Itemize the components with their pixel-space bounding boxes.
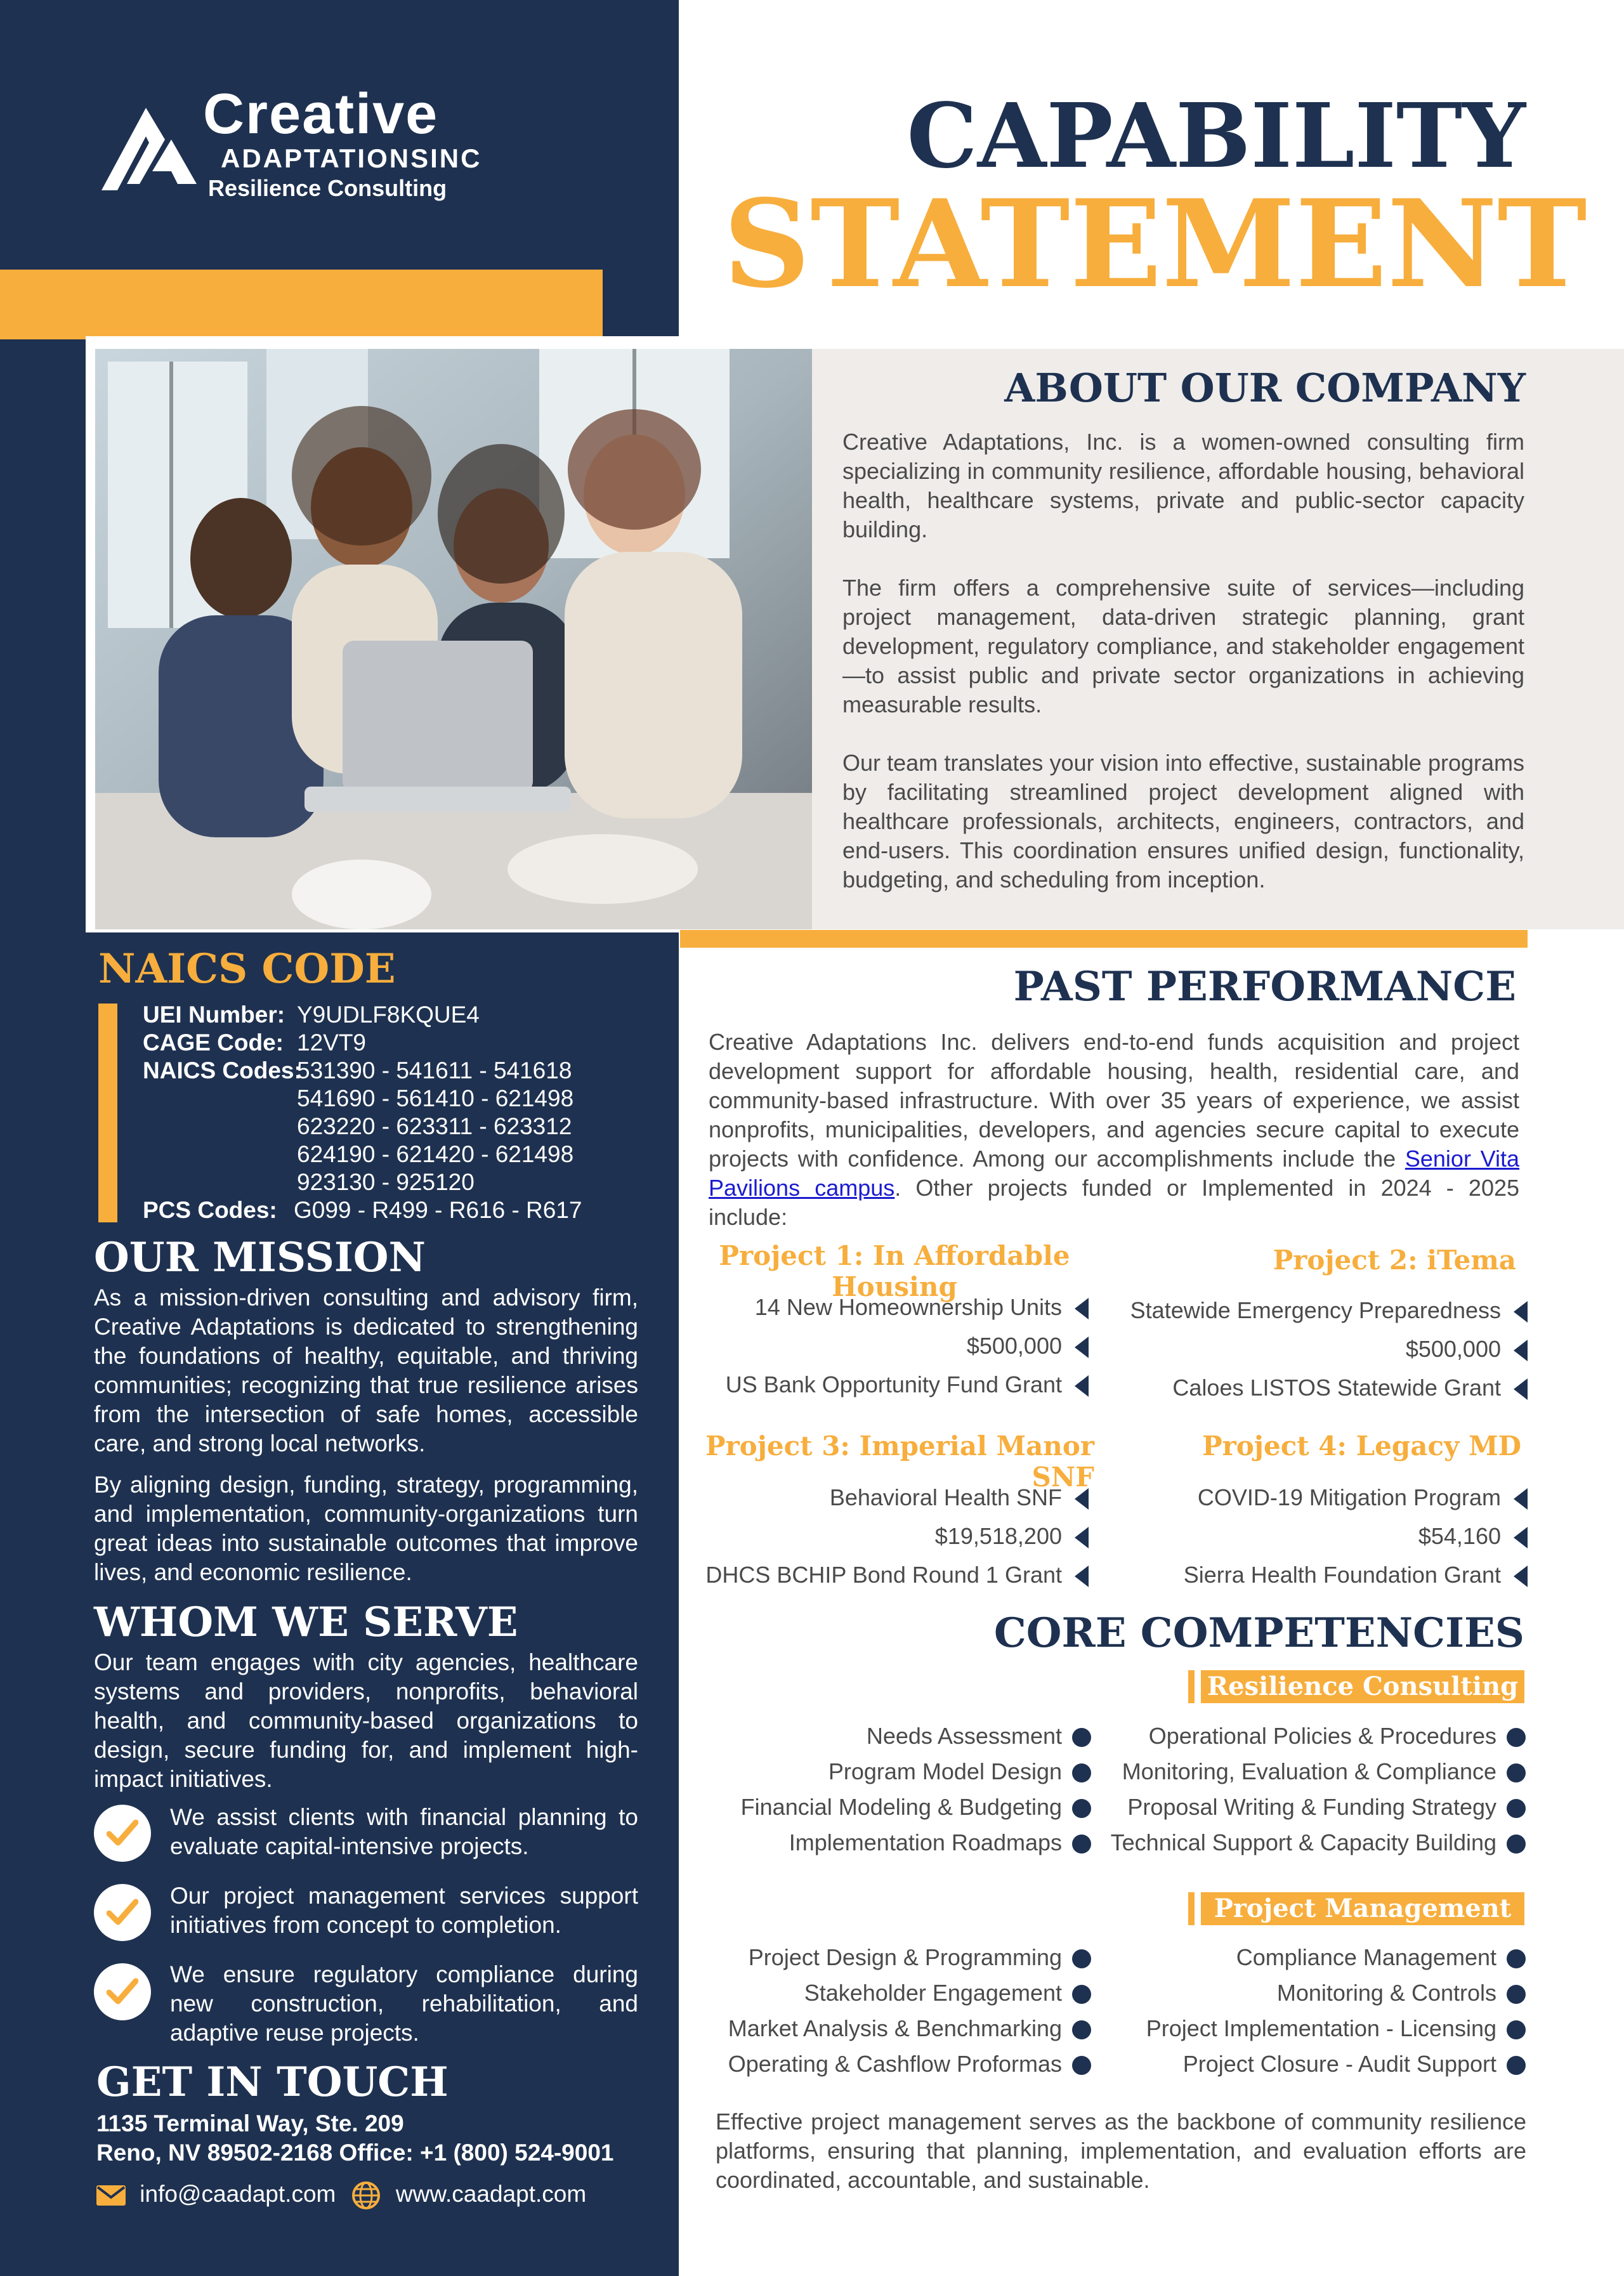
mission-title: OUR MISSION — [94, 1234, 426, 1281]
project-3-items — [685, 1478, 1089, 1594]
caret-left-icon — [1514, 1378, 1528, 1400]
list-item: Market Analysis & Benchmarking — [698, 2011, 1091, 2046]
bullet-icon — [1507, 2056, 1526, 2075]
project-item: Sierra Health Foundation Grant — [1104, 1555, 1528, 1594]
project-1-items — [685, 1288, 1089, 1404]
bullet-icon — [1072, 1799, 1091, 1818]
list-item: Technical Support & Capacity Building — [1091, 1825, 1526, 1861]
list-item: Stakeholder Engagement — [698, 1975, 1091, 2011]
about-title: ABOUT OUR COMPANY — [1004, 365, 1526, 411]
list-item: Compliance Management — [1091, 1940, 1526, 1975]
pm-list-left — [698, 1940, 1091, 2082]
cage-label: CAGE Code: — [143, 1030, 284, 1056]
past-performance-intro — [709, 1028, 1519, 1232]
list-item: Project Closure - Audit Support — [1091, 2046, 1526, 2082]
bullet-icon — [1072, 1728, 1091, 1747]
past-intro-text: Creative Adaptations Inc. delivers end-to-end funds acquisition and project development support for affordable housing, health, residential care, and community-based infrastructure. With over 35 years of experience, we assist nonprofits, municipalities, developers, and agencies secure capital to execute projects with confidence. Among our accomplishments include the — [709, 1029, 1519, 1172]
list-item: Operating & Cashflow Proformas — [698, 2046, 1091, 2082]
resilience-consulting-badge: Resilience Consulting — [1201, 1670, 1524, 1703]
logo-mark-icon — [102, 101, 197, 190]
bullet-icon — [1072, 1763, 1091, 1782]
project-item: DHCS BCHIP Bond Round 1 Grant — [685, 1555, 1089, 1594]
check-icon — [94, 1963, 151, 2020]
list-item: Implementation Roadmaps — [698, 1825, 1091, 1861]
serve-paragraph: Our team engages with city agencies, healthcare systems and providers, nonprofits, behavioral health, and community-based organizations to design, secure funding for, and implement high-impact initiatives. — [94, 1649, 638, 1792]
caret-left-icon — [1075, 1527, 1089, 1548]
naics-details — [143, 1001, 650, 1224]
globe-icon — [351, 2181, 381, 2210]
logo-subname: ADAPTATIONSINC — [221, 143, 482, 173]
caret-left-icon — [1075, 1375, 1089, 1397]
serve-title: WHOM WE SERVE — [94, 1599, 518, 1646]
project-1-title: Project 1: In Affordable Housing — [719, 1240, 1070, 1302]
bullet-icon — [1072, 1985, 1091, 2004]
serve-check-1: We assist clients with financial planning to evaluate capital-intensive projects. — [170, 1804, 638, 1859]
core-competencies-title: CORE COMPETENCIES — [993, 1609, 1524, 1657]
project-item: $54,160 — [1104, 1517, 1528, 1555]
resilience-list-right — [1091, 1718, 1526, 1861]
email-link[interactable]: info@caadapt.com — [140, 2181, 336, 2207]
check-icon — [94, 1805, 151, 1862]
caret-left-icon — [1075, 1298, 1089, 1319]
naics-codes-label: NAICS Codes: — [143, 1057, 302, 1083]
naics-code-line: 923130 - 925120 — [297, 1169, 475, 1195]
logo-tagline: Resilience Consulting — [208, 175, 447, 201]
project-management-footer: Effective project management serves as the backbone of community resilience platforms, ensuring that planning, implementation, and evaluation efforts are coordinated, accountable, and sustainable. — [716, 2109, 1526, 2193]
orange-frame-accent — [0, 270, 603, 339]
title-capability: CAPABILITY — [907, 84, 1526, 188]
orange-divider-bar — [680, 930, 1528, 948]
list-item: Needs Assessment — [698, 1718, 1091, 1754]
list-item: Monitoring, Evaluation & Compliance — [1091, 1754, 1526, 1789]
bullet-icon — [1507, 1949, 1526, 1968]
about-paragraph-3: Our team translates your vision into effective, sustainable programs by facilitating streamlined project development aligned with healthcare professionals, architects, engineers, contractors, and end-users. This coordination ensures unified design, functionality, budgeting, and scheduling from inception. — [842, 750, 1524, 893]
list-item: Project Design & Programming — [698, 1940, 1091, 1975]
project-item: $500,000 — [685, 1326, 1089, 1365]
caret-left-icon — [1514, 1527, 1528, 1548]
bullet-icon — [1507, 1763, 1526, 1782]
contact-links — [96, 2181, 667, 2210]
senior-vita-link[interactable]: Senior Vita Pavilions campus — [709, 1146, 1519, 1201]
serve-check-2: Our project management services support initiatives from concept to completion. — [170, 1883, 638, 1938]
caret-left-icon — [1514, 1340, 1528, 1361]
bullet-icon — [1507, 1985, 1526, 2004]
project-item: US Bank Opportunity Fund Grant — [685, 1365, 1089, 1404]
email-icon — [96, 2185, 126, 2206]
project-item: 14 New Homeownership Units — [685, 1288, 1089, 1326]
website-link[interactable]: www.caadapt.com — [395, 2181, 587, 2207]
caret-left-icon — [1075, 1337, 1089, 1358]
caret-left-icon — [1075, 1566, 1089, 1587]
project-item: COVID-19 Mitigation Program — [1104, 1478, 1528, 1517]
caret-left-icon — [1514, 1301, 1528, 1323]
pcs-label: PCS Codes: — [143, 1197, 277, 1223]
naics-accent-stripe — [98, 1004, 117, 1222]
list-item: Financial Modeling & Budgeting — [698, 1789, 1091, 1825]
serve-check-3: We ensure regulatory compliance during new construction, rehabilitation, and adaptive reuse projects. — [170, 1961, 638, 2046]
contact-address — [96, 2109, 667, 2168]
bullet-icon — [1072, 2056, 1091, 2075]
bullet-icon — [1072, 2020, 1091, 2039]
project-item: Behavioral Health SNF — [685, 1478, 1089, 1517]
naics-title: NAICS CODE — [98, 945, 396, 993]
bullet-icon — [1507, 1728, 1526, 1747]
project-2-items — [1104, 1291, 1528, 1407]
project-item: Caloes LISTOS Statewide Grant — [1104, 1368, 1528, 1407]
caret-left-icon — [1514, 1488, 1528, 1510]
bullet-icon — [1507, 1799, 1526, 1818]
cage-value: 12VT9 — [297, 1030, 367, 1056]
contact-title: GET IN TOUCH — [96, 2058, 449, 2106]
team-photo — [95, 349, 812, 929]
project-4-title: Project 4: Legacy MD — [1202, 1430, 1521, 1462]
pm-list-right — [1091, 1940, 1526, 2082]
caret-left-icon — [1075, 1488, 1089, 1510]
naics-code-line: 624190 - 621420 - 621498 — [297, 1141, 574, 1167]
caret-left-icon — [1514, 1566, 1528, 1587]
past-performance-title: PAST PERFORMANCE — [1013, 963, 1516, 1010]
mission-paragraph-2: By aligning design, funding, strategy, programming, and implementation, community-organizations turn great ideas into sustainable outcomes that improve lives, and economic resilience. — [94, 1472, 638, 1585]
pcs-value: G099 - R499 - R616 - R617 — [294, 1197, 582, 1223]
uei-label: UEI Number: — [143, 1002, 285, 1028]
title-statement: STATEMENT — [723, 173, 1587, 315]
project-item: $19,518,200 — [685, 1517, 1089, 1555]
project-item: Statewide Emergency Preparedness — [1104, 1291, 1528, 1330]
company-logo — [102, 82, 508, 203]
list-item: Monitoring & Controls — [1091, 1975, 1526, 2011]
mission-paragraph-1: As a mission-driven consulting and advisory firm, Creative Adaptations is dedicated to strengthening the foundations of healthy, equitable, and thriving communities; recognizing that true resilience arises from the intersection of safe homes, accessible care, and strong local networks. — [94, 1285, 638, 1456]
list-item: Proposal Writing & Funding Strategy — [1091, 1789, 1526, 1825]
resilience-list-left — [698, 1718, 1091, 1861]
about-body — [842, 428, 1524, 924]
list-item: Project Implementation - Licensing — [1091, 2011, 1526, 2046]
bullet-icon — [1507, 1835, 1526, 1854]
about-paragraph-2: The firm offers a comprehensive suite of services—including project management, data-driven strategic planning, grant development, regulatory compliance, and stakeholder engagement—to assist public and private sector organizations in achieving measurable results. — [842, 575, 1524, 717]
list-item: Operational Policies & Procedures — [1091, 1718, 1526, 1754]
bullet-icon — [1072, 1835, 1091, 1854]
project-4-items — [1104, 1478, 1528, 1594]
project-2-title: Project 2: iTema — [1273, 1245, 1516, 1276]
past-outro-text: . Other projects funded or Implemented in 2024 - 2025 include: — [709, 1175, 1520, 1230]
address-line-2: Reno, NV 89502-2168 Office: +1 (800) 524-9001 — [96, 2140, 614, 2166]
logo-name: Creative — [203, 82, 439, 146]
project-3-title: Project 3: Imperial Manor SNF — [705, 1430, 1094, 1493]
check-icon — [94, 1884, 151, 1941]
bullet-icon — [1072, 1949, 1091, 1968]
bullet-icon — [1507, 2020, 1526, 2039]
about-paragraph-1: Creative Adaptations, Inc. is a women-owned consulting firm specializing in community resilience, affordable housing, behavioral health, healthcare systems, private and public-sector capacity building. — [842, 429, 1524, 542]
naics-code-line: 623220 - 623311 - 623312 — [297, 1113, 572, 1139]
address-line-1: 1135 Terminal Way, Ste. 209 — [96, 2110, 404, 2136]
uei-value: Y9UDLF8KQUE4 — [297, 1002, 480, 1028]
naics-code-line: 541690 - 561410 - 621498 — [297, 1085, 574, 1111]
project-item: $500,000 — [1104, 1330, 1528, 1368]
list-item: Program Model Design — [698, 1754, 1091, 1789]
project-management-badge: Project Management — [1201, 1892, 1524, 1925]
naics-code-line: 531390 - 541611 - 541618 — [297, 1057, 572, 1083]
